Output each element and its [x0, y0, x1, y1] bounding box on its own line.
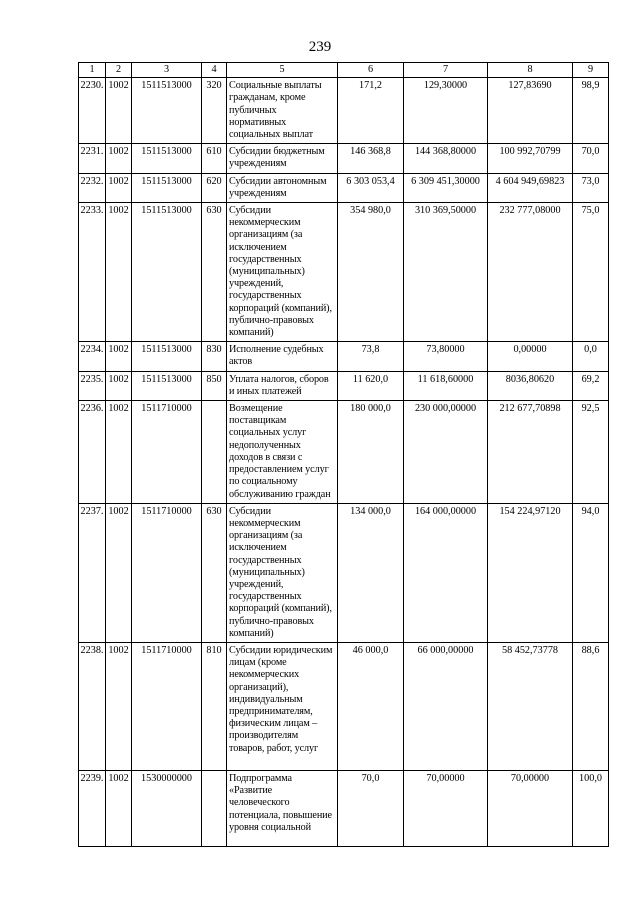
revised-amount-cell: 11 618,60000: [404, 371, 488, 400]
row-number-cell: 2236.: [79, 401, 106, 504]
executed-amount-cell: 4 604 949,69823: [488, 173, 573, 202]
row-number-cell: 2233.: [79, 203, 106, 342]
table-row: [79, 144, 609, 173]
col-header: 4: [202, 63, 227, 78]
expense-type-cell: [202, 401, 227, 504]
executed-amount-cell: 127,83690: [488, 78, 573, 144]
section-code-cell: 1002: [106, 144, 132, 173]
target-article-cell: 1511513000: [132, 203, 202, 342]
description-cell: Субсидии юридическим лицам (кроме некоммерческих организаций), индивидуальным предпринимателям, физическим лицам – производителям товаров, работ, услуг: [227, 642, 338, 770]
section-code-cell: 1002: [106, 203, 132, 342]
executed-amount-cell: 0,00000: [488, 342, 573, 371]
approved-amount-cell: 180 000,0: [338, 401, 404, 504]
section-code-cell: 1002: [106, 371, 132, 400]
approved-amount-cell: 73,8: [338, 342, 404, 371]
col-header: 6: [338, 63, 404, 78]
execution-percent-cell: 75,0: [573, 203, 609, 342]
description-cell: Субсидии бюджетным учреждениям: [227, 144, 338, 173]
revised-amount-cell: 129,30000: [404, 78, 488, 144]
col-header: 7: [404, 63, 488, 78]
section-code-cell: 1002: [106, 78, 132, 144]
target-article-cell: 1511513000: [132, 144, 202, 173]
expense-type-cell: 850: [202, 371, 227, 400]
table-row: [79, 401, 609, 504]
execution-percent-cell: 94,0: [573, 503, 609, 642]
description-cell: Субсидии автономным учреждениям: [227, 173, 338, 202]
table-row: [79, 342, 609, 371]
execution-percent-cell: 73,0: [573, 173, 609, 202]
executed-amount-cell: 100 992,70799: [488, 144, 573, 173]
table-row: [79, 78, 609, 144]
revised-amount-cell: 66 000,00000: [404, 642, 488, 770]
expense-type-cell: 610: [202, 144, 227, 173]
expense-type-cell: [202, 770, 227, 846]
row-number-cell: 2232.: [79, 173, 106, 202]
expense-type-cell: 810: [202, 642, 227, 770]
row-number-cell: 2237.: [79, 503, 106, 642]
description-cell: Субсидии некоммерческим организациям (за исключением государственных (муниципальных) учреждений, государственных корпораций (компаний), публично-правовых компаний): [227, 203, 338, 342]
target-article-cell: 1511513000: [132, 173, 202, 202]
revised-amount-cell: 73,80000: [404, 342, 488, 371]
col-header: 8: [488, 63, 573, 78]
row-number-cell: 2239.: [79, 770, 106, 846]
execution-percent-cell: 69,2: [573, 371, 609, 400]
row-number-cell: 2235.: [79, 371, 106, 400]
approved-amount-cell: 354 980,0: [338, 203, 404, 342]
table-row: [79, 371, 609, 400]
target-article-cell: 1511710000: [132, 642, 202, 770]
revised-amount-cell: 230 000,00000: [404, 401, 488, 504]
table-row: [79, 203, 609, 342]
target-article-cell: 1511710000: [132, 401, 202, 504]
revised-amount-cell: 310 369,50000: [404, 203, 488, 342]
approved-amount-cell: 46 000,0: [338, 642, 404, 770]
row-number-cell: 2234.: [79, 342, 106, 371]
executed-amount-cell: 8036,80620: [488, 371, 573, 400]
revised-amount-cell: 164 000,00000: [404, 503, 488, 642]
revised-amount-cell: 6 309 451,30000: [404, 173, 488, 202]
executed-amount-cell: 232 777,08000: [488, 203, 573, 342]
execution-percent-cell: 100,0: [573, 770, 609, 846]
header-row: [79, 63, 609, 78]
expense-type-cell: 830: [202, 342, 227, 371]
section-code-cell: 1002: [106, 173, 132, 202]
description-cell: Социальные выплаты гражданам, кроме публичных нормативных социальных выплат: [227, 78, 338, 144]
section-code-cell: 1002: [106, 401, 132, 504]
col-header: 5: [227, 63, 338, 78]
col-header: 9: [573, 63, 609, 78]
expense-type-cell: 320: [202, 78, 227, 144]
table-row: [79, 503, 609, 642]
target-article-cell: 1511513000: [132, 78, 202, 144]
budget-table: [78, 62, 609, 847]
target-article-cell: 1530000000: [132, 770, 202, 846]
executed-amount-cell: 212 677,70898: [488, 401, 573, 504]
col-header: 1: [79, 63, 106, 78]
revised-amount-cell: 70,00000: [404, 770, 488, 846]
page-number: 239: [308, 39, 332, 55]
approved-amount-cell: 11 620,0: [338, 371, 404, 400]
execution-percent-cell: 88,6: [573, 642, 609, 770]
table-row: [79, 173, 609, 202]
executed-amount-cell: 70,00000: [488, 770, 573, 846]
col-header: 2: [106, 63, 132, 78]
approved-amount-cell: 171,2: [338, 78, 404, 144]
table-body: [79, 78, 609, 847]
row-number-cell: 2238.: [79, 642, 106, 770]
target-article-cell: 1511513000: [132, 371, 202, 400]
expense-type-cell: 620: [202, 173, 227, 202]
row-number-cell: 2230.: [79, 78, 106, 144]
approved-amount-cell: 134 000,0: [338, 503, 404, 642]
executed-amount-cell: 58 452,73778: [488, 642, 573, 770]
description-cell: Исполнение судебных актов: [227, 342, 338, 371]
target-article-cell: 1511710000: [132, 503, 202, 642]
description-cell: Субсидии некоммерческим организациям (за исключением государственных (муниципальных) учреждений, государственных корпораций (компаний), публично-правовых компаний): [227, 503, 338, 642]
section-code-cell: 1002: [106, 770, 132, 846]
section-code-cell: 1002: [106, 503, 132, 642]
section-code-cell: 1002: [106, 642, 132, 770]
expense-type-cell: 630: [202, 203, 227, 342]
table-row: [79, 642, 609, 770]
description-cell: Уплата налогов, сборов и иных платежей: [227, 371, 338, 400]
approved-amount-cell: 70,0: [338, 770, 404, 846]
execution-percent-cell: 0,0: [573, 342, 609, 371]
executed-amount-cell: 154 224,97120: [488, 503, 573, 642]
table-row: [79, 770, 609, 846]
approved-amount-cell: 6 303 053,4: [338, 173, 404, 202]
description-cell: Возмещение поставщикам социальных услуг недополученных доходов в связи с предоставлением услуг по социальному обслуживанию граждан: [227, 401, 338, 504]
row-number-cell: 2231.: [79, 144, 106, 173]
section-code-cell: 1002: [106, 342, 132, 371]
execution-percent-cell: 70,0: [573, 144, 609, 173]
target-article-cell: 1511513000: [132, 342, 202, 371]
col-header: 3: [132, 63, 202, 78]
description-cell: Подпрограмма «Развитие человеческого потенциала, повышение уровня социальной: [227, 770, 338, 846]
approved-amount-cell: 146 368,8: [338, 144, 404, 173]
execution-percent-cell: 92,5: [573, 401, 609, 504]
execution-percent-cell: 98,9: [573, 78, 609, 144]
revised-amount-cell: 144 368,80000: [404, 144, 488, 173]
expense-type-cell: 630: [202, 503, 227, 642]
